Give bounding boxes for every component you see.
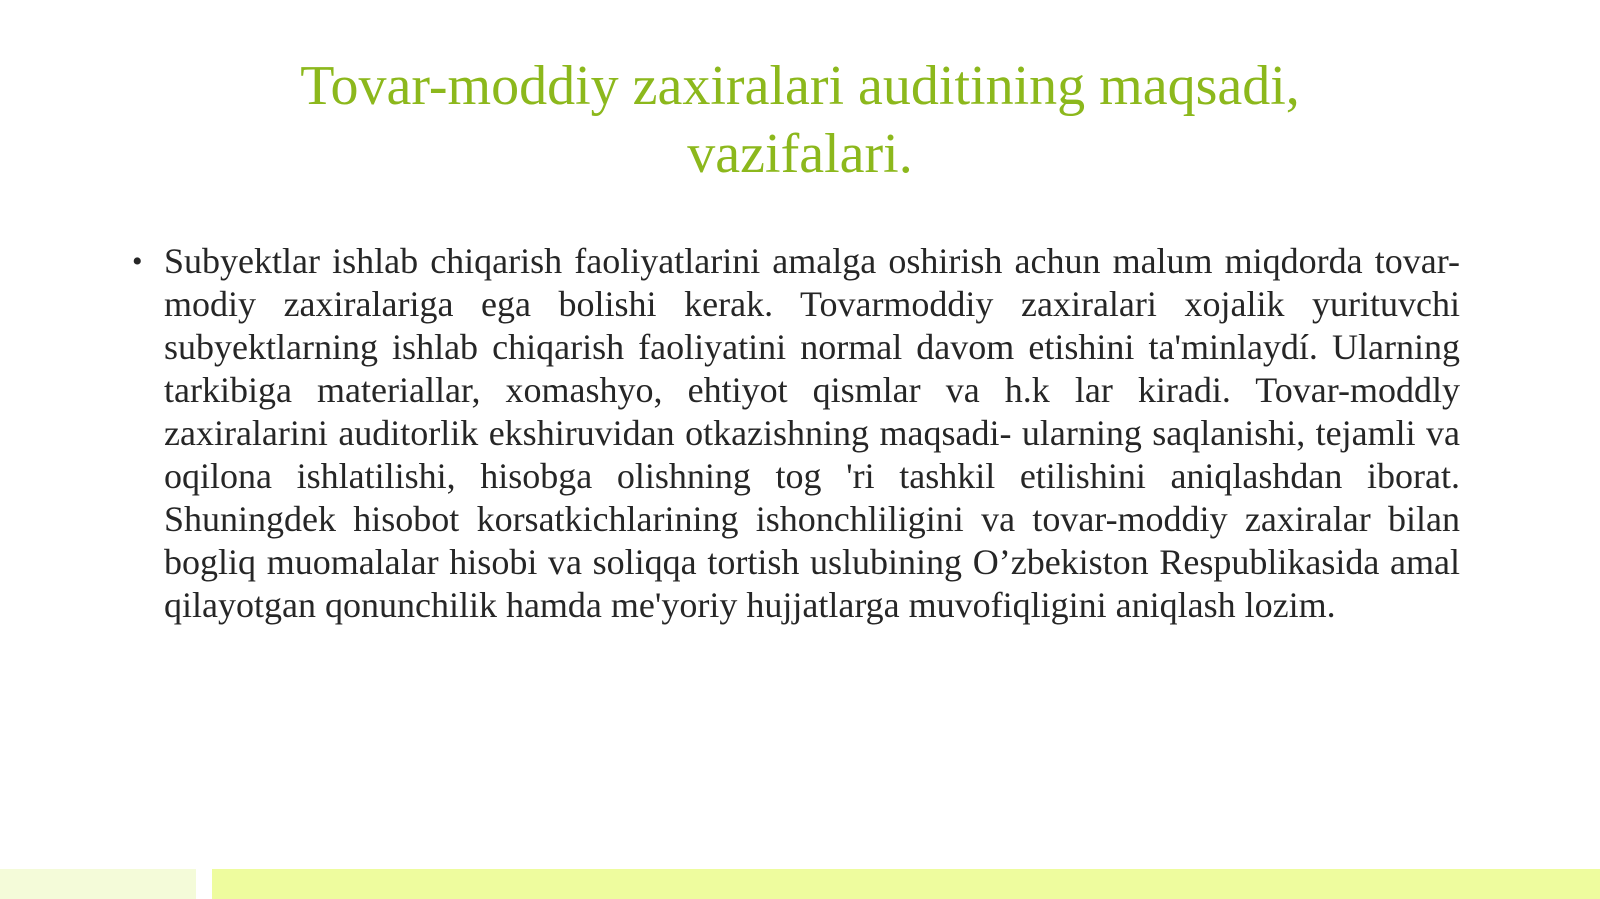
- footer-accent-bar-left: [0, 869, 196, 899]
- bullet-item: [132, 240, 1460, 627]
- footer-accent-bar-right: [212, 869, 1600, 899]
- slide-body: [132, 240, 1460, 627]
- bullet-text: Subyektlar ishlab chiqarish faoliyatlarini amalga oshirish achun malum miqdorda tovar-modiy zaxiralariga ega bolishi kerak. Tovarmoddiy zaxiralari xojalik yurituvchi subyektlarning ishlab chiqarish faoliyatini normal davom etishini ta'minlaydí. Ularning tarkibiga materiallar, xomashyo, ehtiyot qismlar va h.k lar kiradi. Tovar-moddly zaxiralarini auditorlik ekshiruvidan otkazishning maqsadi- ularning saqlanishi, tejamli va oqilona ishlatilishi, hisobga olishning tog 'ri tashkil etilishini aniqlashdan iborat. Shuningdek hisobot korsatkichlarining ishonchliligini va tovar-moddiy zaxiralar bilan bogliq muomalalar hisobi va soliqqa tortish uslubining O’zbekiston Respublikasida amal qilayotgan qonunchilik hamda me'yoriy hujjatlarga muvofiqligini aniqlash lozim.: [164, 241, 1460, 625]
- bullet-marker: •: [132, 245, 143, 278]
- slide-title: Tovar-moddiy zaxiralari auditining maqsadi, vazifalari.: [300, 55, 1300, 185]
